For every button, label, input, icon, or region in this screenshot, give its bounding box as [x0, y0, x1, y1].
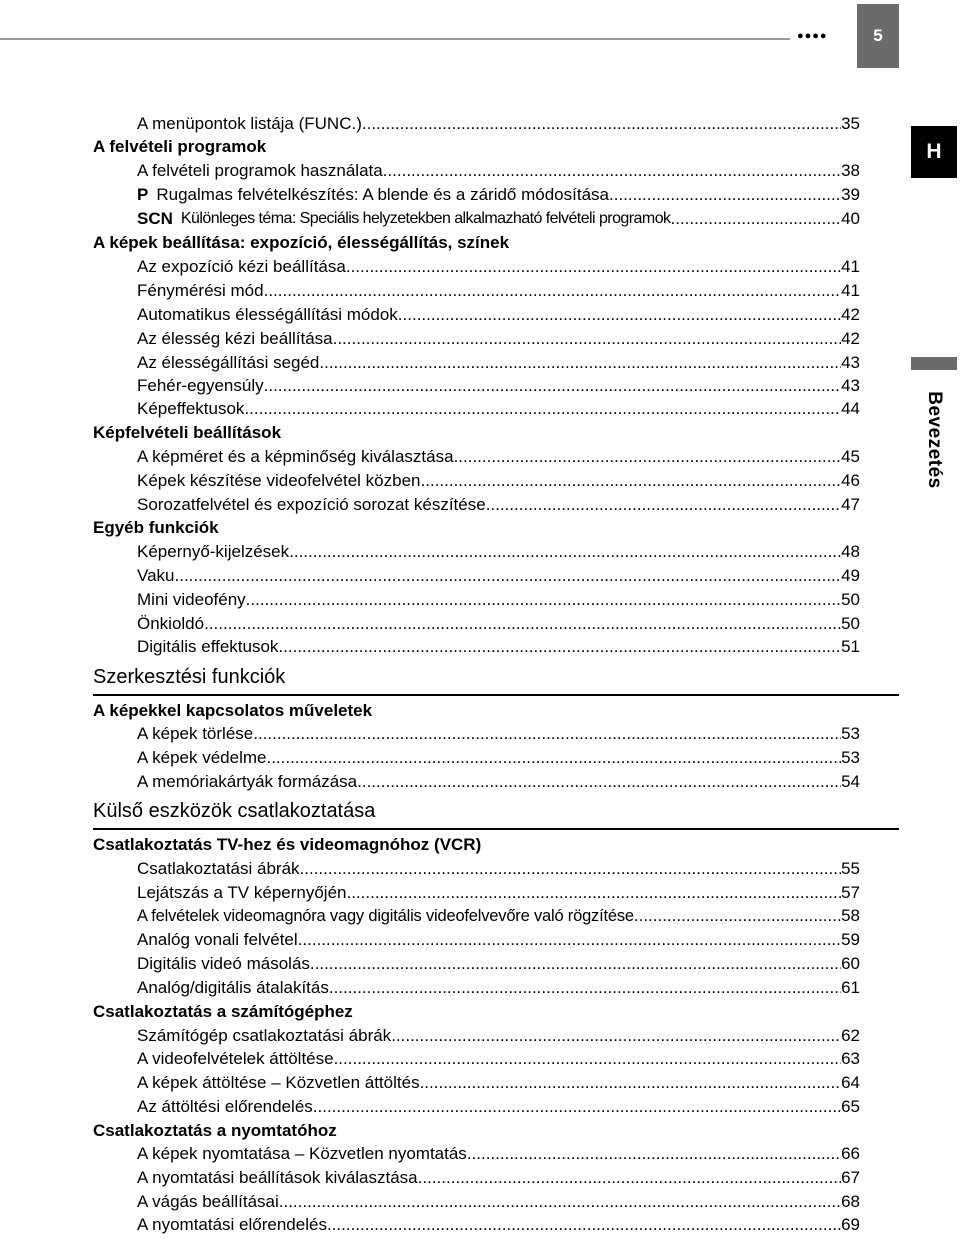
toc-entry[interactable] [137, 1142, 860, 1166]
language-tab: H [911, 126, 957, 178]
leader-dots [334, 1047, 842, 1071]
leader-dots [289, 540, 841, 564]
toc-entry-title: A képek nyomtatása – Közvetlen nyomtatás [137, 1144, 467, 1163]
toc-page-number: 53 [841, 748, 860, 767]
leader-dots [421, 469, 842, 493]
toc-entry[interactable] [137, 612, 860, 636]
chapter-marker [911, 357, 957, 370]
toc-page-number: 54 [841, 772, 860, 791]
toc-entry-title: Sorozatfelvétel és expozíció sorozat készítése [137, 495, 486, 514]
toc-page-number: 51 [841, 637, 860, 656]
toc-entry-title: Képek készítése videofelvétel közben [137, 471, 421, 490]
leader-dots [244, 397, 841, 421]
leader-dots [313, 1095, 841, 1119]
leader-dots [329, 976, 841, 1000]
toc-entry[interactable] [137, 540, 860, 564]
toc-entry[interactable] [137, 635, 860, 659]
toc-entry-title: Fénymérési mód [137, 281, 264, 300]
toc-page-number: 46 [841, 471, 860, 490]
toc-page-number: 43 [841, 376, 860, 395]
toc-page-number: 69 [841, 1215, 860, 1234]
header-rule [0, 38, 790, 40]
toc-page-number: 43 [841, 353, 860, 372]
toc-entry[interactable] [137, 904, 860, 928]
toc-entry-title: Számítógép csatlakoztatási ábrák [137, 1026, 392, 1045]
toc-entry[interactable] [137, 469, 860, 493]
toc-page-number: 42 [841, 329, 860, 348]
section-rule [93, 694, 899, 696]
section-rule [93, 828, 899, 830]
toc-page-number: 62 [841, 1026, 860, 1045]
toc-page-number: 35 [841, 114, 860, 133]
toc-entry-title: A képek áttöltése – Közvetlen áttöltés [137, 1073, 420, 1092]
toc-page-number: 61 [841, 978, 860, 997]
toc-entry[interactable] [137, 351, 860, 375]
toc-entry[interactable] [137, 255, 860, 279]
leader-dots [319, 351, 841, 375]
toc-entry-title: Automatikus élességállítási módok [137, 305, 398, 324]
toc-subsection-heading[interactable] [93, 421, 860, 445]
page-number: 5 [857, 4, 899, 68]
toc-entry-title: Az expozíció kézi beállítása [137, 257, 346, 276]
toc-page-number: 39 [841, 185, 860, 204]
toc-entry[interactable] [137, 881, 860, 905]
leader-dots [204, 612, 841, 636]
leader-dots [362, 112, 841, 136]
leader-dots [391, 1024, 841, 1048]
leader-dots [264, 279, 841, 303]
toc-entry-title: Vaku [137, 566, 175, 585]
toc-entry[interactable] [137, 588, 860, 612]
toc-entry-title: Képeffektusok [137, 399, 245, 418]
toc-subsection-title: A képek beállítása: expozíció, élességállítás, színek [93, 233, 510, 252]
leader-dots [609, 183, 841, 207]
leader-dots [420, 1071, 842, 1095]
leader-dots [383, 159, 841, 183]
leader-dots [398, 303, 841, 327]
toc-entry[interactable] [137, 397, 860, 421]
toc-subsection-title: Csatlakoztatás TV-hez és videomagnóhoz (VCR) [93, 835, 482, 854]
toc-entry[interactable] [137, 445, 860, 469]
toc-subsection-heading[interactable] [93, 833, 860, 857]
leader-dots [333, 327, 841, 351]
toc-page-number: 44 [841, 399, 860, 418]
leader-dots [486, 493, 841, 517]
toc-page-number: 49 [841, 566, 860, 585]
toc-entry-title: Az élesség kézi beállítása [137, 329, 333, 348]
toc-subsection-title: A képekkel kapcsolatos műveletek [93, 701, 373, 720]
leader-dots [327, 1213, 841, 1237]
page-dots-icon: ●●●● [797, 30, 828, 42]
chapter-label: Bevezetés [924, 391, 945, 489]
toc-entry[interactable] [137, 1166, 860, 1190]
toc-entry-title: Digitális effektusok [137, 637, 279, 656]
toc-entry[interactable] [137, 857, 860, 881]
toc-page-number: 59 [841, 930, 860, 949]
toc-page-number: 38 [841, 161, 860, 180]
toc-entry[interactable] [137, 746, 860, 770]
scene-scn-icon: SCN [137, 209, 173, 228]
toc-page-number: 67 [841, 1168, 860, 1187]
leader-dots [253, 722, 841, 746]
toc-entry[interactable] [137, 207, 860, 231]
toc-page-number: 53 [841, 724, 860, 743]
toc-entry[interactable] [137, 1213, 860, 1237]
toc-subsection-title: Képfelvételi beállítások [93, 423, 282, 442]
toc-entry[interactable] [137, 1190, 860, 1214]
toc-page-number: 64 [841, 1073, 860, 1092]
leader-dots [300, 857, 842, 881]
leader-dots [467, 1142, 841, 1166]
leader-dots [671, 207, 842, 231]
leader-dots [246, 588, 841, 612]
toc-entry-title: A képek törlése [137, 724, 254, 743]
toc-section-title: Külső eszközök csatlakoztatása [93, 800, 376, 822]
toc-entry[interactable] [137, 770, 860, 794]
toc-subsection-title: Csatlakoztatás a számítógéphez [93, 1002, 353, 1021]
toc-page-number: 45 [841, 447, 860, 466]
toc-entry[interactable] [137, 1024, 860, 1048]
toc-subsection-heading[interactable] [93, 135, 860, 159]
toc-subsection-heading[interactable] [93, 231, 860, 255]
toc-subsection-title: Csatlakoztatás a nyomtatóhoz [93, 1121, 337, 1140]
toc-entry[interactable] [137, 374, 860, 398]
toc-entry-title: Képernyő-kijelzések [137, 542, 290, 561]
toc-page-number: 58 [841, 906, 860, 925]
toc-page-number: 48 [841, 542, 860, 561]
toc-subsection-heading[interactable] [93, 699, 860, 723]
toc-entry-title: A felvételi programok használata [137, 161, 383, 180]
leader-dots [175, 564, 842, 588]
toc-page-number: 63 [841, 1049, 860, 1068]
toc-page-number: 60 [841, 954, 860, 973]
leader-dots [310, 952, 841, 976]
toc-entry-title: A menüpontok listája (FUNC.) [137, 114, 362, 133]
toc-entry-title: Az élességállítási segéd [137, 353, 320, 372]
toc-entry[interactable] [137, 1047, 860, 1071]
toc-subsection-heading[interactable] [93, 516, 860, 540]
toc-entry-title: Különleges téma: Speciális helyzetekben alkalmazható felvételi programok [180, 210, 671, 227]
toc-page-number: 55 [841, 859, 860, 878]
toc-entry[interactable] [137, 564, 860, 588]
toc-entry-title: A képek védelme [137, 748, 267, 767]
toc-page-number: 57 [841, 883, 860, 902]
leader-dots [357, 770, 841, 794]
toc-page-number: 66 [841, 1144, 860, 1163]
toc-page-number: 41 [841, 281, 860, 300]
toc-subsection-heading[interactable] [93, 1000, 860, 1024]
toc-entry-title: Analóg/digitális átalakítás [137, 978, 329, 997]
toc-entry[interactable] [137, 1095, 860, 1119]
toc-entry[interactable] [137, 279, 860, 303]
toc-entry[interactable] [137, 928, 860, 952]
leader-dots [279, 1190, 841, 1214]
toc-section-heading[interactable] [93, 797, 899, 825]
leader-dots [454, 445, 842, 469]
toc-entry-title: A videofelvételek áttöltése [137, 1049, 334, 1068]
toc-entry-title: A memóriakártyák formázása [137, 772, 358, 791]
toc-page-number: 50 [841, 614, 860, 633]
toc-entry-title: Rugalmas felvételkészítés: A blende és a záridő módosítása [156, 185, 609, 204]
toc-subsection-heading[interactable] [93, 1119, 860, 1143]
leader-dots [634, 904, 841, 928]
leader-dots [264, 374, 841, 398]
leader-dots [266, 746, 841, 770]
toc-page-number: 68 [841, 1192, 860, 1211]
toc-subsection-title: Egyéb funkciók [93, 518, 219, 537]
toc-page-number: 47 [841, 495, 860, 514]
toc-entry-title: Mini videofény [137, 590, 246, 609]
leader-dots [346, 255, 841, 279]
toc-page-number: 65 [841, 1097, 860, 1116]
toc-subsection-title: A felvételi programok [93, 137, 267, 156]
toc-entry-title: Csatlakoztatási ábrák [137, 859, 300, 878]
toc-entry[interactable] [137, 303, 860, 327]
toc-entry[interactable] [137, 952, 860, 976]
toc-entry[interactable] [137, 976, 860, 1000]
leader-dots [298, 928, 841, 952]
toc-entry[interactable] [137, 493, 860, 517]
toc-entry[interactable] [137, 159, 860, 183]
toc-entry-title: Lejátszás a TV képernyőjén [137, 883, 347, 902]
toc-entry-title: A vágás beállításai [137, 1192, 279, 1211]
toc-entry-title: Fehér-egyensúly [137, 376, 264, 395]
toc-page-number: 40 [841, 209, 860, 228]
leader-dots [418, 1166, 841, 1190]
toc-entry-title: Digitális videó másolás [137, 954, 310, 973]
toc-entry-title: Analóg vonali felvétel [137, 930, 298, 949]
toc-entry[interactable] [137, 1071, 860, 1095]
toc-page-number: 41 [841, 257, 860, 276]
toc-page-number: 42 [841, 305, 860, 324]
toc-entry[interactable] [137, 112, 860, 136]
leader-dots [278, 635, 841, 659]
toc-entry[interactable] [137, 327, 860, 351]
toc-entry[interactable] [137, 183, 860, 207]
toc-page-number: 50 [841, 590, 860, 609]
leader-dots [346, 881, 841, 905]
toc-entry[interactable] [137, 722, 860, 746]
toc-entry-title: A nyomtatási beállítások kiválasztása [137, 1168, 418, 1187]
program-p-icon: P [137, 185, 149, 204]
toc-entry-title: Önkioldó [137, 614, 205, 633]
toc-section-heading[interactable] [93, 663, 899, 691]
toc-section-title: Szerkesztési funkciók [93, 666, 286, 688]
toc-entry-title: A felvételek videomagnóra vagy digitális videofelvevőre való rögzítése [137, 907, 634, 925]
toc-entry-title: Az áttöltési előrendelés [137, 1097, 313, 1116]
toc-entry-title: A képméret és a képminőség kiválasztása [137, 447, 454, 466]
toc-entry-title: A nyomtatási előrendelés [137, 1215, 327, 1234]
